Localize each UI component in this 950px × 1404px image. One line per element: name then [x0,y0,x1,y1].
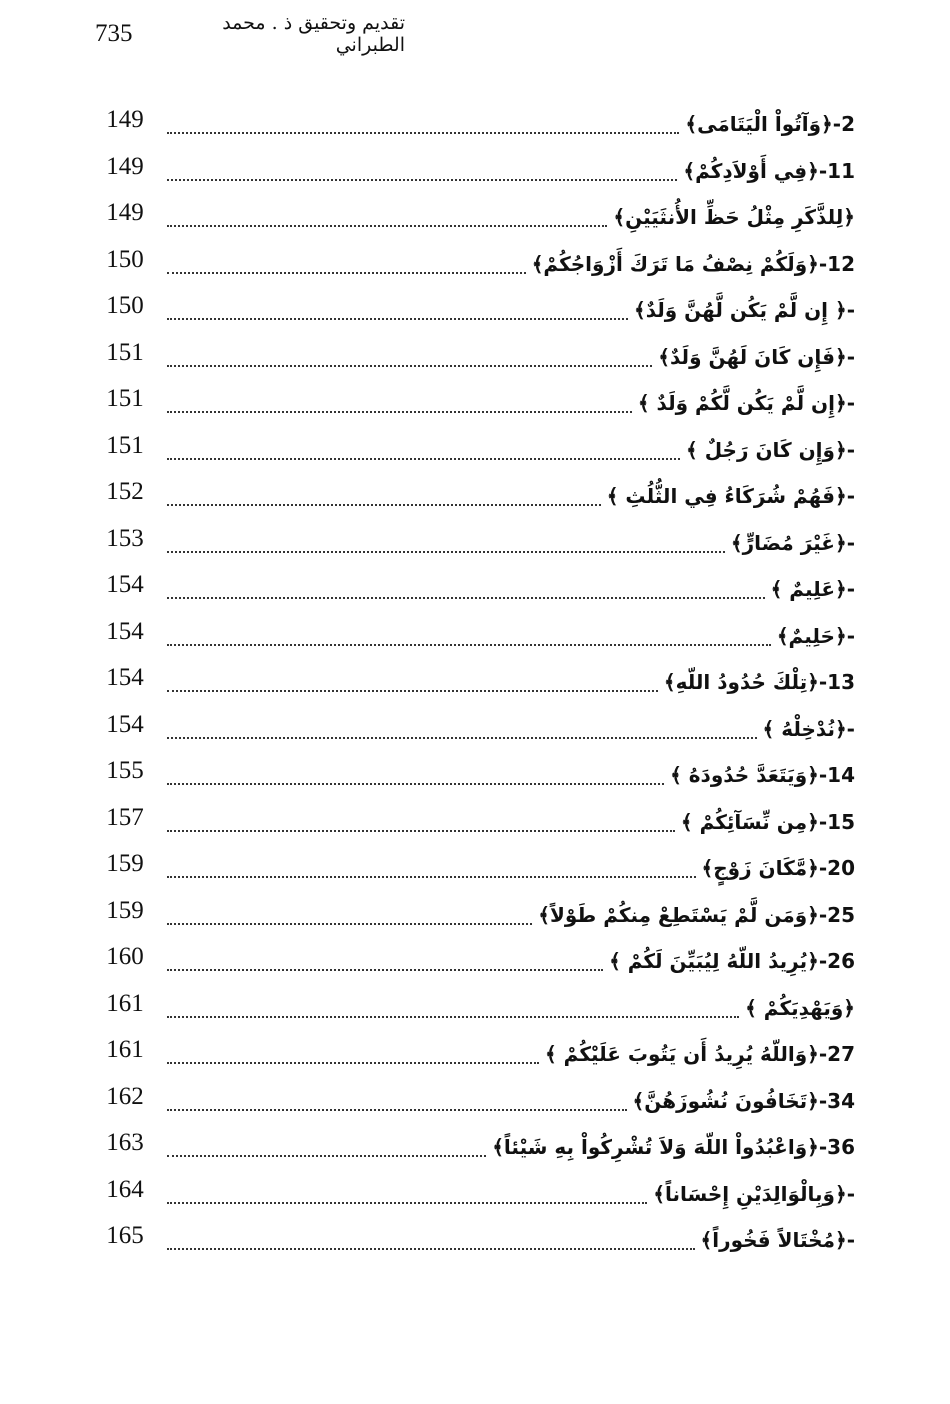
toc-dot-leader [167,969,603,971]
toc-entry-text: -﴿فَإِن كَانَ لَهُنَّ وَلَدٌ﴾ [658,344,855,369]
toc-entry-text: 36-﴿وَاعْبُدُواْ اللّهَ وَلاَ تُشْرِكُواْ بِهِ شَيْئاً﴾ [492,1135,855,1159]
toc-row [95,102,855,149]
toc-page-number: 149 [106,106,144,133]
toc-row [95,242,855,289]
toc-dot-leader [167,551,725,553]
toc-page-number: 152 [106,478,144,505]
toc-dot-leader [167,783,664,785]
toc-page-number: 159 [106,896,144,924]
toc-row [95,428,855,475]
toc-page-number: 154 [106,710,144,738]
toc-dot-leader [167,737,757,739]
toc-dot-leader [167,876,696,878]
toc-dot-leader [167,597,765,599]
toc-entry-text: -﴿فَهُمْ شُرَكَاءُ فِي الثُّلُثِ ﴾ [606,484,855,508]
toc-dot-leader [167,644,771,646]
toc-entry-text: 12-﴿وَلَكُمْ نِصْفُ مَا تَرَكَ أَزْوَاجُكُمْ﴾ [531,251,855,276]
toc-page-number: 153 [106,524,144,552]
toc-row [95,1218,855,1265]
header-title: تقديم وتحقيق ذ . محمد الطبراني [222,12,405,56]
table-of-contents [95,102,855,1265]
toc-page-number: 149 [106,152,144,180]
toc-entry-text: -﴿نُدْخِلْهُ ﴾ [762,716,855,741]
toc-page-number: 159 [106,850,144,877]
toc-entry-text: -﴿إِن لَّمْ يَكُن لَّكُمْ وَلَدٌ ﴾ [637,391,855,415]
toc-row [95,707,855,754]
toc-row [95,1079,855,1126]
toc-page-number: 164 [106,1175,144,1203]
toc-row [95,381,855,428]
toc-page-number: 161 [106,1036,144,1063]
toc-dot-leader [167,1155,486,1157]
toc-page-number: 155 [106,757,144,784]
toc-dot-leader [167,132,679,134]
toc-row [95,1172,855,1219]
toc-row [95,660,855,707]
toc-dot-leader [167,1016,739,1018]
toc-entry-text: -﴿مُخْتَالاً فَخُوراً﴾ [700,1228,855,1252]
toc-dot-leader [167,1109,627,1111]
toc-row [95,986,855,1033]
toc-row [95,195,855,242]
toc-page-number: 154 [106,617,144,645]
toc-page-number: 160 [106,943,144,970]
toc-page-number: 154 [106,664,144,691]
toc-page-number: 150 [106,245,144,273]
toc-entry-text: -﴿غَيْرَ مُضَارٍّ﴾ [730,530,855,555]
toc-dot-leader [167,272,526,274]
toc-page-number: 157 [106,803,144,831]
toc-row [95,335,855,382]
toc-dot-leader [167,830,675,832]
toc-entry-text: -﴿وَإِن كَانَ رَجُلٌ ﴾ [686,437,855,462]
toc-entry-text: 2-﴿وَآتُواْ الْيَتَامَى﴾ [685,112,855,136]
toc-page-number: 151 [106,385,144,412]
toc-row [95,288,855,335]
toc-entry-text: 13-﴿تِلْكَ حُدُودُ اللّهِ﴾ [663,670,855,694]
toc-entry-text: -﴿حَلِيمٌ﴾ [776,623,855,648]
toc-page-number: 161 [106,989,144,1017]
toc-page-number: 154 [106,571,144,598]
toc-row [95,800,855,847]
toc-dot-leader [167,504,601,506]
toc-entry-text: 20-﴿مَّكَانَ زَوْجٍ﴾ [701,856,855,880]
toc-entry-text: 27-﴿وَاللّهُ يُرِيدُ أَن يَتُوبَ عَلَيْكُمْ ﴾ [544,1042,855,1066]
toc-page-number: 150 [106,292,144,319]
toc-row [95,474,855,521]
toc-dot-leader [167,1062,539,1064]
toc-dot-leader [167,1248,695,1250]
toc-row [95,1125,855,1172]
toc-entry-text: -﴿ إِن لَّمْ يَكُن لَّهُنَّ وَلَدٌ﴾ [633,298,855,322]
toc-entry-text: ﴿لِلذَّكَرِ مِثْلُ حَظِّ الأُنثَيَيْنِ﴾ [613,205,855,229]
toc-row [95,893,855,940]
toc-dot-leader [167,923,532,925]
toc-row [95,567,855,614]
toc-entry-text: ﴿وَيَهْدِيَكُمْ ﴾ [745,995,855,1020]
toc-row [95,521,855,568]
toc-row [95,614,855,661]
toc-row [95,1032,855,1079]
toc-entry-text: 14-﴿وَيَتَعَدَّ حُدُودَهُ ﴾ [670,763,855,787]
toc-row [95,753,855,800]
page-header [95,14,405,54]
toc-row [95,939,855,986]
toc-dot-leader [167,318,628,320]
toc-row [95,149,855,196]
toc-page-number: 151 [106,431,144,459]
toc-dot-leader [167,365,652,367]
toc-dot-leader [167,458,680,460]
toc-page-number: 151 [106,338,144,366]
toc-dot-leader [167,1202,647,1204]
header-page-number: 735 [95,20,133,47]
toc-page-number: 163 [106,1129,144,1156]
toc-row [95,846,855,893]
toc-dot-leader [167,225,607,227]
toc-entry-text: 25-﴿وَمَن لَّمْ يَسْتَطِعْ مِنكُمْ طَوْلاً﴾ [538,902,855,927]
toc-dot-leader [167,411,632,413]
toc-dot-leader [167,690,658,692]
toc-page-number: 165 [106,1222,144,1249]
toc-entry-text: 11-﴿فِي أَوْلاَدِكُمْ﴾ [683,158,855,183]
toc-entry-text: 15-﴿مِن نِّسَآئِكُمْ ﴾ [680,809,855,834]
toc-dot-leader [167,179,677,181]
toc-entry-text: -﴿وَبِالْوَالِدَيْنِ إِحْسَاناً﴾ [653,1181,855,1206]
toc-entry-text: -﴿عَلِيمٌ ﴾ [770,577,855,601]
toc-entry-text: 34-﴿تَخَافُونَ نُشُوزَهُنَّ﴾ [632,1088,855,1113]
toc-page-number: 162 [106,1082,144,1110]
toc-entry-text: 26-﴿يُرِيدُ اللّهُ لِيُبَيِّنَ لَكُمْ ﴾ [609,949,855,973]
toc-page-number: 149 [106,199,144,226]
